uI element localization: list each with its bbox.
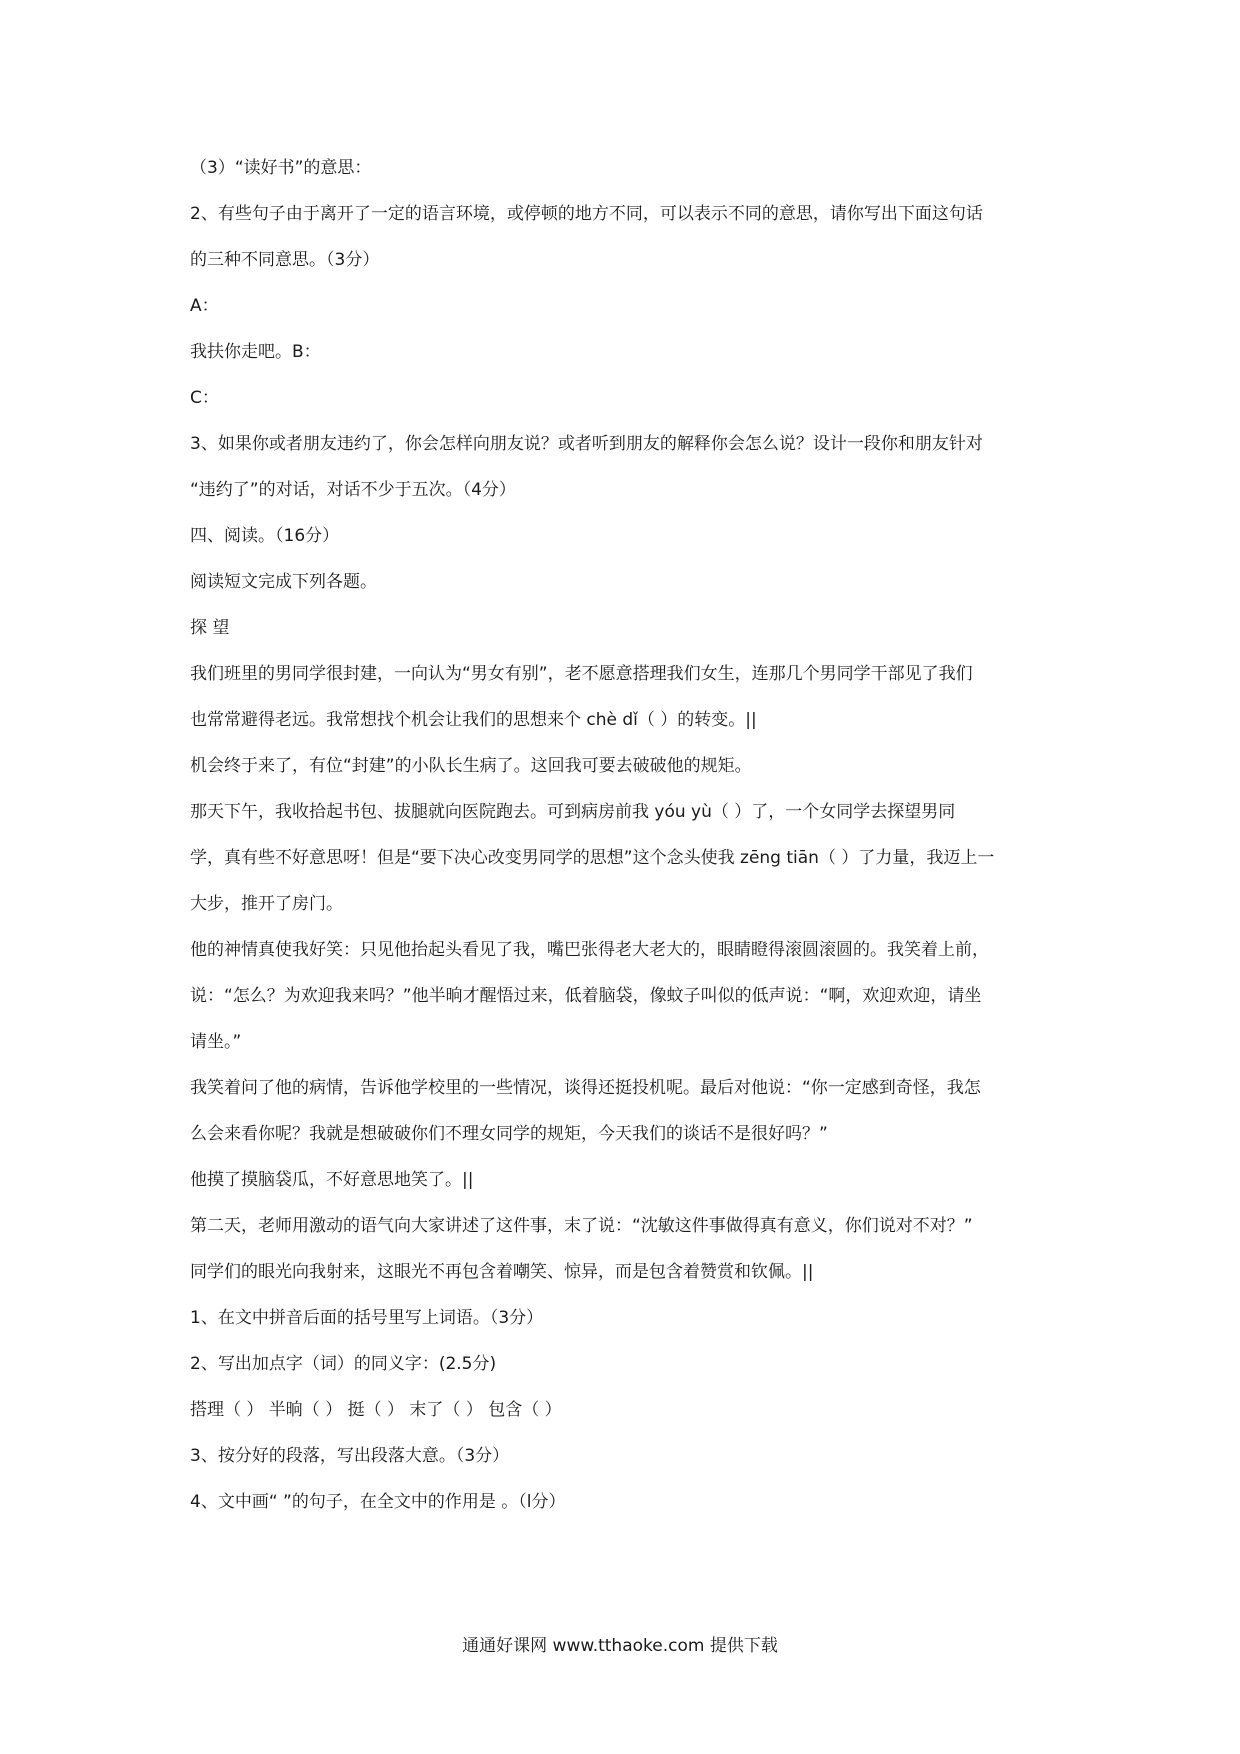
text-line: C： [190, 388, 219, 408]
text-line: 那天下午，我收拾起书包、拔腿就向医院跑去。可到病房前我 yóu yù（ ）了，一个女同学去探望男同 [190, 802, 956, 822]
text-line: 也常常避得老远。我常想找个机会让我们的思想来个 chè dǐ（ ）的转变。|| [190, 710, 757, 730]
text-line: 1、在文中拼音后面的括号里写上词语。（3分） [190, 1308, 544, 1328]
text-line: 大步，推开了房门。 [190, 894, 343, 914]
text-line: 机会终于来了，有位“封建”的小队长生病了。这回我可要去破破他的规矩。 [190, 756, 752, 776]
text-line: 3、如果你或者朋友违约了，你会怎样向朋友说？或者听到朋友的解释你会怎么说？设计一段你和朋友针对 [190, 434, 983, 454]
text-line: 他的神情真使我好笑：只见他抬起头看见了我，嘴巴张得老大老大的，眼睛瞪得滚圆滚圆的。我笑着上前， [190, 940, 989, 960]
text-line: 3、按分好的段落，写出段落大意。（3分） [190, 1446, 510, 1466]
text-line: 说：“怎么？为欢迎我来吗？”他半晌才醒悟过来，低着脑袋，像蚊子叫似的低声说：“啊，欢迎欢迎，请坐 [190, 986, 982, 1006]
text-line: 探 望 [190, 618, 230, 638]
text-line: 搭理（ ） 半晌（ ） 挺（ ） 末了（ ） 包含（ ） [190, 1400, 562, 1420]
text-line: 2、有些句子由于离开了一定的语言环境，或停顿的地方不同，可以表示不同的意思，请你写出下面这句话 [190, 204, 983, 224]
text-line: 我扶你走吧。B： [190, 342, 321, 362]
text-line: 学，真有些不好意思呀！但是“要下决心改变男同学的思想”这个念头使我 zēng tiān（ ）了力量，我迈上一 [190, 848, 995, 868]
text-line: 的三种不同意思。（3分） [190, 250, 380, 270]
text-line: 2、写出加点字（词）的同义字：(2.5分) [190, 1354, 497, 1374]
text-line: 四、阅读。（16分） [190, 526, 340, 546]
text-line: A： [190, 296, 219, 316]
text-line: “违约了”的对话，对话不少于五次。（4分） [190, 480, 516, 500]
page-footer: 通通好课网 www.tthaoke.com 提供下载 [462, 1636, 778, 1656]
text-line: 我们班里的男同学很封建，一向认为“男女有别”，老不愿意搭理我们女生，连那几个男同学干部见了我们 [190, 664, 973, 684]
text-line: 阅读短文完成下列各题。 [190, 572, 377, 592]
text-line: 他摸了摸脑袋瓜，不好意思地笑了。|| [190, 1170, 474, 1190]
text-line: 我笑着问了他的病情，告诉他学校里的一些情况，谈得还挺投机呢。最后对他说：“你一定感到奇怪，我怎 [190, 1078, 981, 1098]
text-line: 请坐。” [190, 1032, 242, 1052]
text-line: 4、文中画“ ”的句子，在全文中的作用是 。（l分） [190, 1492, 566, 1512]
text-line: 同学们的眼光向我射来，这眼光不再包含着嘲笑、惊异，而是包含着赞赏和钦佩。|| [190, 1262, 814, 1282]
text-line: （3）“读好书”的意思： [190, 158, 372, 178]
text-line: 么会来看你呢？我就是想破破你们不理女同学的规矩，今天我们的谈话不是很好吗？” [190, 1124, 828, 1144]
text-line: 第二天，老师用激动的语气向大家讲述了这件事，末了说：“沈敏这件事做得真有意义，你们说对不对？” [190, 1216, 973, 1236]
